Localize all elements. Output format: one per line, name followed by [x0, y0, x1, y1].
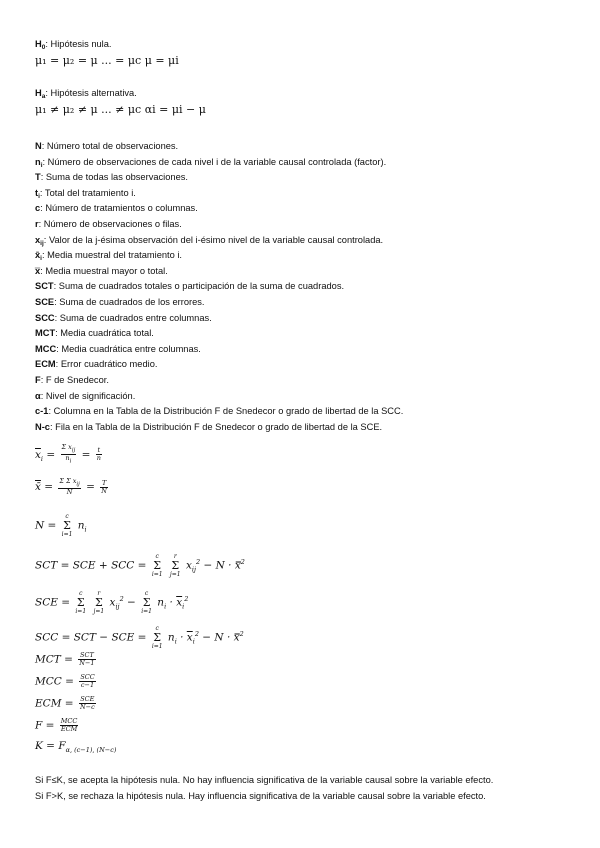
definition-item	[35, 156, 386, 172]
definition-text: : Valor de la j-ésima observación del i-ésimo nivel de la variable causal controlada.	[43, 234, 384, 245]
definition-text: : Columna en la Tabla de la Distribución F de Snedecor o grado de libertad de la SCC.	[48, 406, 404, 417]
definition-item	[35, 171, 188, 183]
formula-SCC: SCC = SCT − SCE = c Σ i=1 $n_i \cdot \overline{x}_i^2 - N$ · x̿$^2$	[35, 625, 244, 650]
definition-term-subscript: i	[40, 255, 42, 263]
definition-text: : Error cuadrático medio.	[55, 359, 158, 370]
definition-text: : Suma de todas las observaciones.	[40, 172, 188, 183]
definition-text: : Fila en la Tabla de la Distribución F de Snedecor o grado de libertad de la SCE.	[49, 421, 383, 432]
formula-xbar-i: $\overline{x}_i$ = $\frac{\Sigma x_{ij}}{n_i}$ = $\frac{t}{n}$	[35, 443, 101, 465]
definition-text: : F de Snedecor.	[40, 375, 109, 385]
definition-text: : Suma de cuadrados de los errores.	[54, 297, 205, 307]
definition-term: T	[35, 172, 41, 183]
definition-item	[35, 218, 182, 230]
ha-equation: μ₁ ≠ μ₂ ≠ μ ... ≠ μc αi = μi − μ	[35, 103, 206, 116]
definition-term: c	[35, 203, 41, 214]
definition-term: x	[35, 234, 41, 245]
definition-term: x̄	[35, 250, 41, 261]
definition-term-subscript: ij	[40, 239, 44, 247]
formula-MCC: MCC = $\frac{\text{SCC}}{c-1}$	[35, 673, 95, 689]
definition-term: ECM	[35, 359, 56, 370]
definition-item	[35, 421, 382, 433]
definition-item	[35, 187, 136, 203]
definition-text: : Número de observaciones o filas.	[38, 219, 182, 229]
formula-K: $K = F_{\alpha, (c-1), (N-c)}$	[35, 740, 117, 755]
definition-text: : Suma de cuadrados totales o participación de la suma de cuadrados.	[53, 281, 345, 292]
definition-text: : Número total de observaciones.	[41, 141, 179, 151]
definition-text: : Total del tratamiento i.	[39, 187, 136, 198]
formula-MCT: MCT = $\frac{\text{SCT}}{N-1}$	[35, 651, 95, 667]
definition-item	[35, 327, 154, 339]
conclusion-reject: Si F>K, se rechaza la hipótesis nula. Hay influencia significativa de la variable causal sobre la variable efecto.	[35, 791, 486, 801]
definition-item	[35, 358, 157, 370]
definition-text: : Media cuadrática entre columnas.	[56, 343, 201, 354]
definition-term: SCE	[35, 297, 55, 307]
definition-text: : Media muestral del tratamiento i.	[41, 250, 183, 261]
definition-item	[35, 265, 168, 277]
definition-term: N-c	[35, 421, 50, 432]
definition-term: r	[35, 219, 39, 229]
definition-term: N	[35, 141, 42, 151]
definition-text: : Número de tratamientos o columnas.	[40, 203, 198, 214]
definition-term: MCT	[35, 328, 56, 339]
definition-text: : Nivel de significación.	[40, 390, 136, 401]
definition-term: MCC	[35, 343, 57, 354]
definition-item	[35, 202, 198, 214]
definition-text: : Número de observaciones de cada nivel i de la variable causal controlada (factor).	[42, 156, 387, 167]
definition-item	[35, 296, 205, 308]
definition-item	[35, 405, 403, 417]
definition-term-subscript: i	[38, 192, 40, 200]
definition-term: SCC	[35, 312, 55, 323]
formula-ECM: ECM = $\frac{\text{SCE}}{N-c}$	[35, 695, 95, 711]
definition-term: SCT	[35, 281, 54, 292]
definition-text: : Media cuadrática total.	[55, 328, 154, 339]
definition-item	[35, 343, 201, 355]
definition-term: n	[35, 156, 41, 167]
definition-item	[35, 249, 182, 265]
formula-N: N = c Σ i=1 $n_i$	[35, 513, 87, 538]
h0-heading: $H_0$: Hipótesis nula.	[35, 39, 112, 51]
definition-item	[35, 312, 212, 324]
definition-term: t	[35, 187, 39, 198]
definition-item	[35, 390, 135, 402]
ha-heading: $H_a$: Hipótesis alternativa.	[35, 88, 137, 100]
formula-xbar-total: x̄ = $\frac{\Sigma \Sigma x_{ij}}{N}$ = $\frac{T}{N}$	[35, 477, 107, 497]
definition-item	[35, 280, 344, 292]
definition-term: α	[35, 390, 41, 401]
definition-item	[35, 234, 383, 250]
definition-term-subscript: i	[40, 161, 43, 169]
conclusion-accept: Si F≤K, se acepta la hipótesis nula. No hay influencia significativa de la variable causal sobre la variable efecto.	[35, 775, 494, 785]
h0-equation: μ₁ = μ₂ = μ ... = μc μ = μi	[35, 54, 179, 67]
formula-F: F = $\frac{\text{MCC}}{\text{ECM}}$	[35, 717, 78, 733]
formula-SCE: SCE = c Σ i=1 r Σ j=1 $x_{ij}^2$ − c Σ i=1 $n_i \cdot \overline{x}_i^2$	[35, 590, 189, 615]
formula-SCT: SCT = SCE + SCC = c Σ i=1 r Σ j=1 $x_{ij}^2 - N$ · x̿$^2$	[35, 553, 245, 578]
definition-text: : Media muestral mayor o total.	[40, 265, 168, 276]
definition-term: F	[35, 375, 41, 385]
definition-term: x̿	[35, 265, 41, 276]
definition-item	[35, 374, 109, 386]
definition-term: c-1	[35, 406, 49, 417]
definition-text: : Suma de cuadrados entre columnas.	[54, 312, 212, 323]
definition-item	[35, 140, 178, 152]
